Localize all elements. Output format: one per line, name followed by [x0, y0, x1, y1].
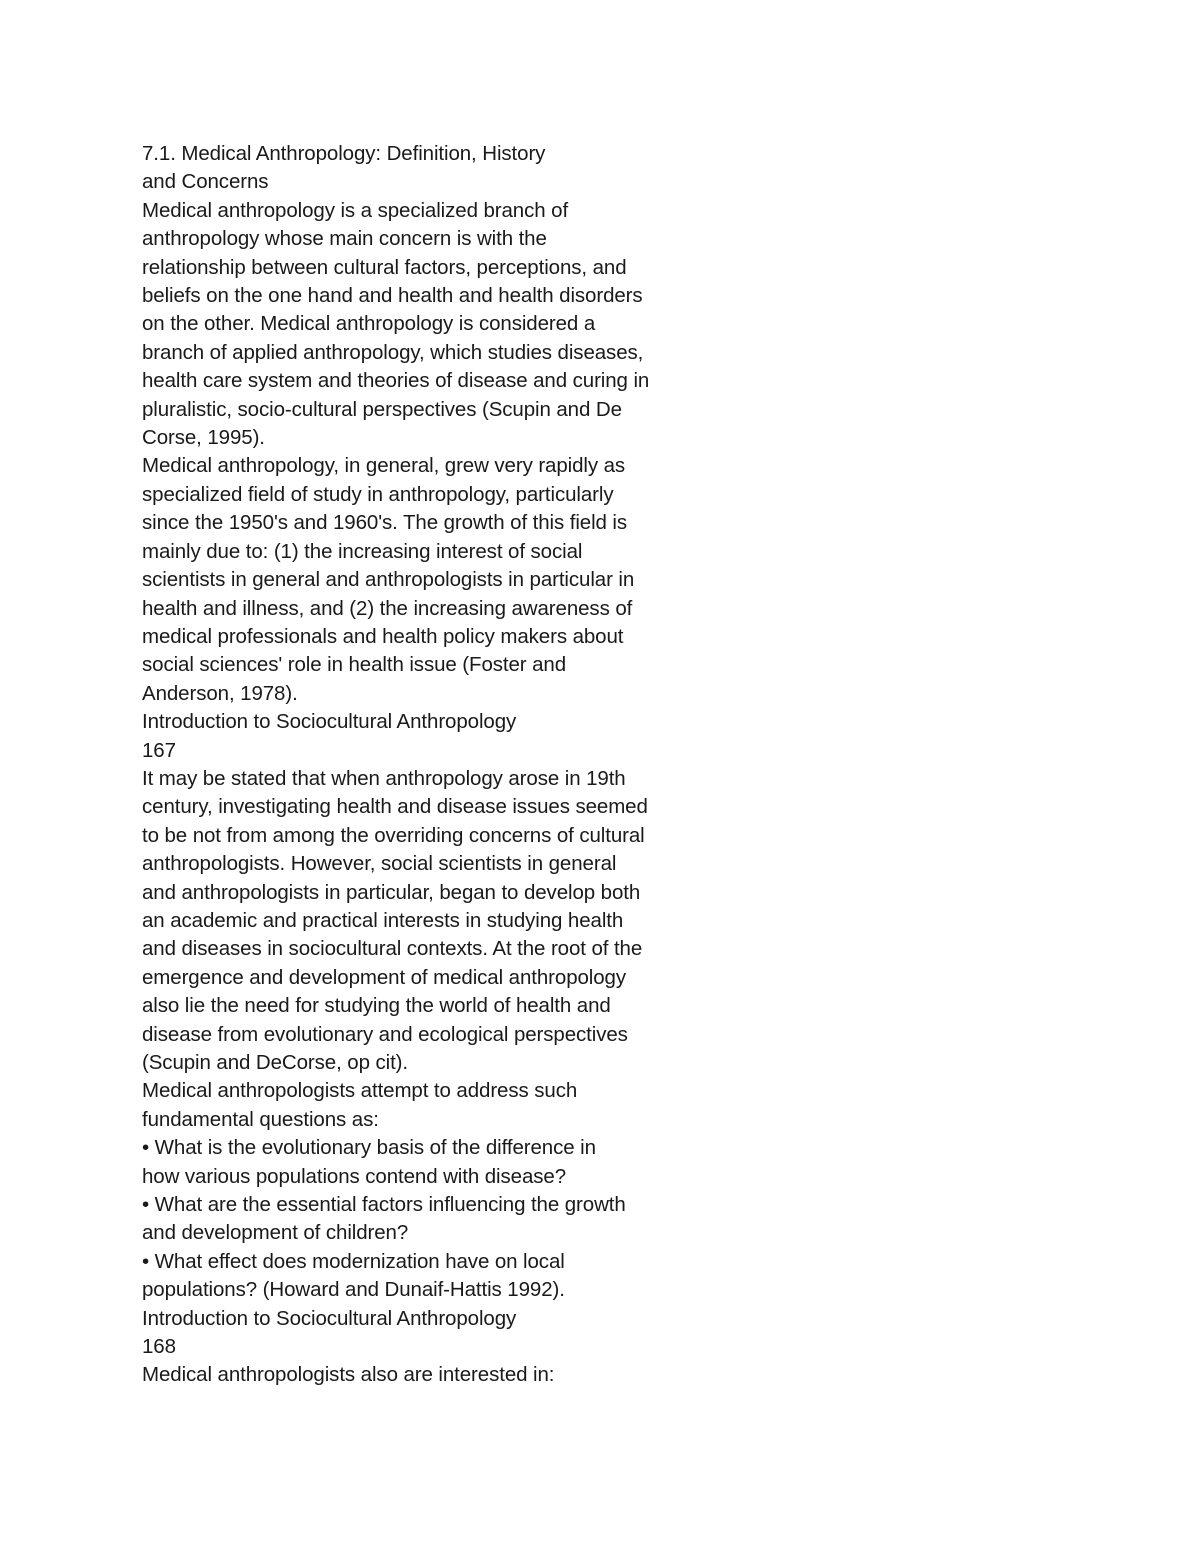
- paragraph-line: since the 1950's and 1960's. The growth of this field is: [142, 511, 628, 535]
- bullet-item-line: and development of children?: [142, 1221, 409, 1245]
- paragraph-line: also lie the need for studying the world of health and: [142, 994, 611, 1018]
- paragraph-line: Medical anthropologists also are interested in:: [142, 1363, 555, 1387]
- paragraph-line: mainly due to: (1) the increasing interest of social: [142, 539, 583, 563]
- paragraph-line: fundamental questions as:: [142, 1107, 379, 1131]
- bullet-item-line: how various populations contend with disease?: [142, 1164, 566, 1188]
- paragraph-line: and anthropologists in particular, began to develop both: [142, 880, 641, 904]
- paragraph-line: scientists in general and anthropologists in particular in: [142, 568, 635, 592]
- document-body: [142, 140, 702, 1390]
- paragraph-line: Medical anthropology is a specialized branch of: [142, 198, 569, 222]
- paragraph-line: health and illness, and (2) the increasing awareness of: [142, 596, 633, 620]
- paragraph-line: specialized field of study in anthropology, particularly: [142, 482, 614, 506]
- section-heading-line-1: 7.1. Medical Anthropology: Definition, History: [142, 142, 546, 165]
- paragraph-line: social sciences' role in health issue (Foster and: [142, 653, 567, 677]
- paragraph-line: Anderson, 1978).: [142, 681, 298, 705]
- paragraph-line: (Scupin and DeCorse, op cit).: [142, 1051, 409, 1074]
- paragraph-line: Corse, 1995).: [142, 426, 265, 450]
- paragraph-line: beliefs on the one hand and health and health disorders: [142, 284, 643, 308]
- paragraph-line: health care system and theories of disease and curing in: [142, 369, 650, 393]
- paragraph-line: relationship between cultural factors, perceptions, and: [142, 255, 627, 279]
- paragraph-line: Medical anthropology, in general, grew very rapidly as: [142, 454, 626, 478]
- paragraph-line: branch of applied anthropology, which studies diseases,: [142, 340, 644, 364]
- paragraph-line: disease from evolutionary and ecological perspectives: [142, 1022, 628, 1046]
- running-header: Introduction to Sociocultural Anthropology: [142, 710, 517, 734]
- paragraph-line: an academic and practical interests in studying health: [142, 908, 624, 932]
- paragraph-line: century, investigating health and disease issues seemed: [142, 795, 648, 819]
- paragraph-line: pluralistic, socio-cultural perspectives (Scupin and De: [142, 397, 622, 421]
- bullet-item-line: populations? (Howard and Dunaif-Hattis 1992).: [142, 1278, 565, 1302]
- paragraph-line: anthropologists. However, social scientists in general: [142, 852, 617, 876]
- paragraph-line: on the other. Medical anthropology is considered a: [142, 312, 596, 336]
- paragraph-line: medical professionals and health policy makers about: [142, 624, 624, 648]
- paragraph-line: It may be stated that when anthropology arose in 19th: [142, 766, 626, 790]
- bullet-item-line: • What are the essential factors influencing the growth: [142, 1193, 626, 1217]
- page-number: 168: [142, 1335, 176, 1359]
- paragraph-line: Medical anthropologists attempt to address such: [142, 1079, 578, 1103]
- paragraph-line: and diseases in sociocultural contexts. At the root of the: [142, 937, 643, 961]
- running-header: Introduction to Sociocultural Anthropology: [142, 1306, 517, 1330]
- section-heading-line-2: and Concerns: [142, 170, 269, 194]
- paragraph-line: emergence and development of medical anthropology: [142, 965, 626, 989]
- paragraph-line: anthropology whose main concern is with the: [142, 227, 547, 251]
- page-number: 167: [142, 738, 176, 762]
- paragraph-line: to be not from among the overriding concerns of cultural: [142, 823, 645, 847]
- bullet-item-line: • What effect does modernization have on local: [142, 1249, 565, 1273]
- bullet-item-line: • What is the evolutionary basis of the difference in: [142, 1136, 596, 1160]
